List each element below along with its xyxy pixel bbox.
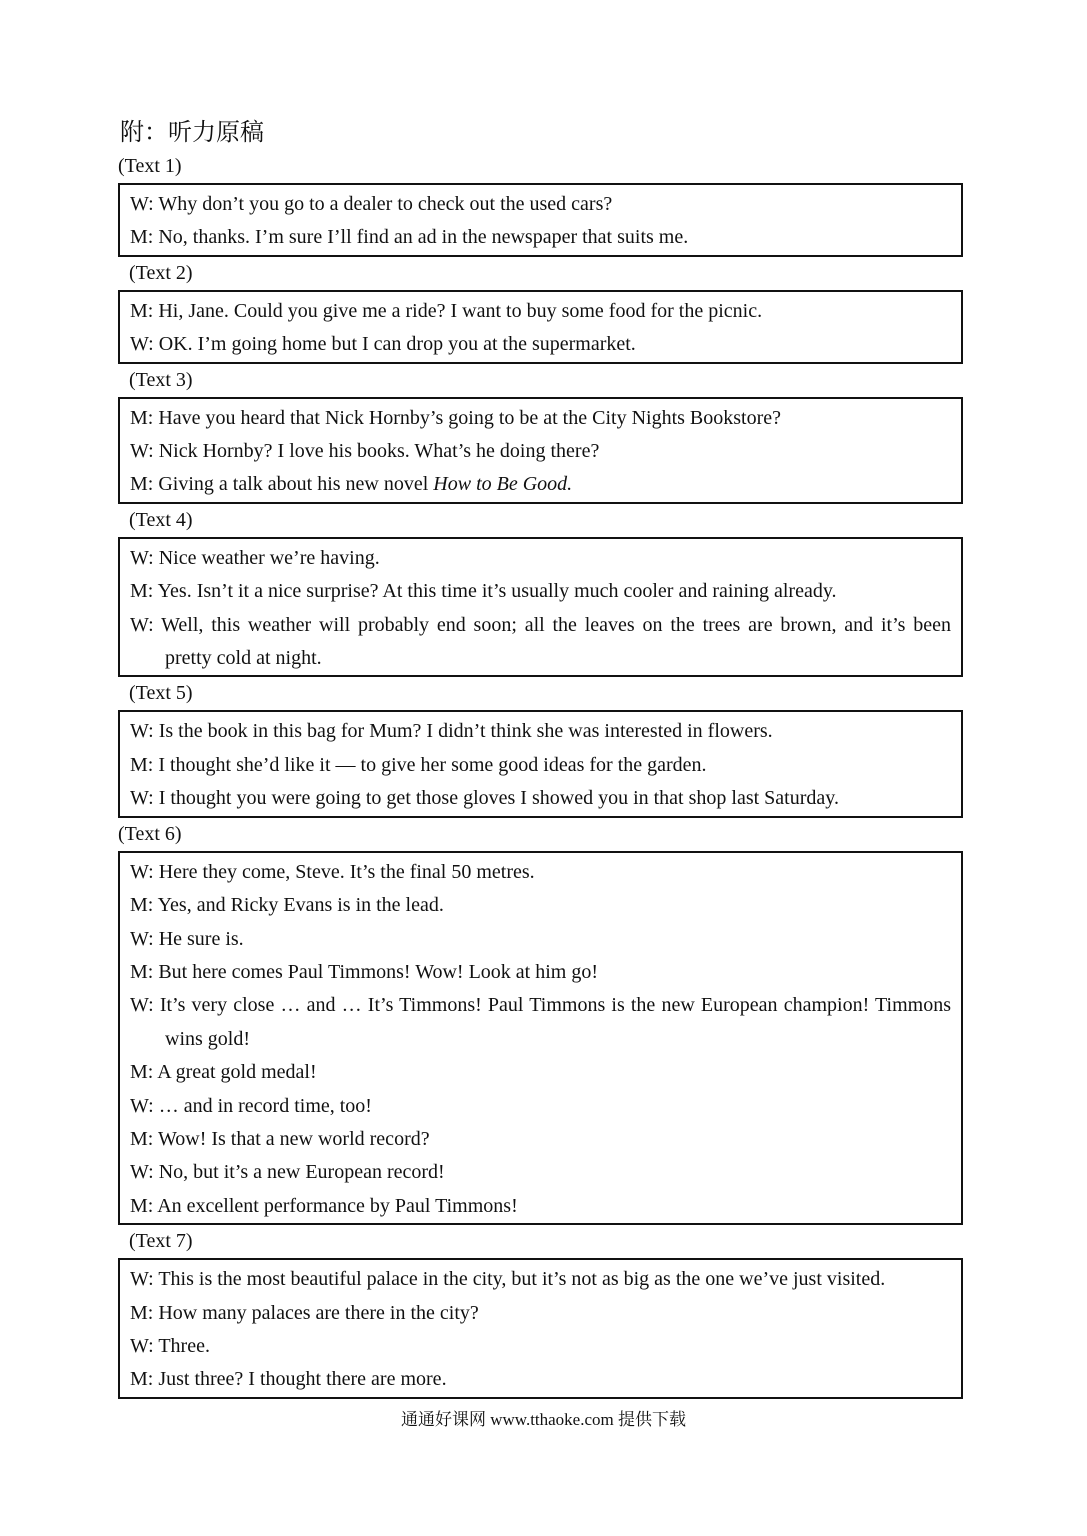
dialogue-line: M: Just three? I thought there are more. <box>130 1368 447 1391</box>
dialogue-line <box>130 468 951 501</box>
dialogue-line: W: I thought you were going to get those gloves I showed you in that shop last Saturday. <box>130 787 839 810</box>
dialogue-line: W: It’s very close … and … It’s Timmons! Paul Timmons is the new European champion! Timmons wins gold! <box>130 994 951 1050</box>
dialogue-line: W: Why don’t you go to a dealer to check out the used cars? <box>130 193 613 215</box>
text-label: (Text 4) <box>129 508 193 531</box>
dialogue-line: M: A great gold medal! <box>130 1061 317 1084</box>
dialogue-line: W: Well, this weather will probably end soon; all the leaves on the trees are brown, and it’s been pretty cold at night. <box>130 613 951 670</box>
dialogue-box-6 <box>118 851 963 1225</box>
dialogue-line: M: No, thanks. I’m sure I’ll find an ad in the newspaper that suits me. <box>130 226 689 249</box>
dialogue-box-4 <box>118 537 963 678</box>
dialogue-line: M: Yes, and Ricky Evans is in the lead. <box>130 894 444 917</box>
dialogue-line: W: He sure is. <box>130 927 244 950</box>
text-label: (Text 6) <box>118 822 182 845</box>
dialogue-line: M: Wow! Is that a new world record? <box>130 1127 430 1150</box>
dialogue-box-7 <box>118 1258 963 1399</box>
dialogue-line: M: An excellent performance by Paul Timmons! <box>130 1194 518 1217</box>
dialogue-box-1 <box>118 183 963 257</box>
dialogue-line: W: Is the book in this bag for Mum? I didn’t think she was interested in flowers. <box>130 720 773 743</box>
dialogue-box-2 <box>118 290 963 364</box>
dialogue-line-text: M: Giving a talk about his new novel <box>130 473 434 496</box>
dialogue-line: W: Nick Hornby? I love his books. What’s he doing there? <box>130 440 600 463</box>
text-label: (Text 7) <box>129 1230 193 1253</box>
dialogue-line: M: Yes. Isn’t it a nice surprise? At this time it’s usually much cooler and raining already. <box>130 580 837 603</box>
dialogue-line: W: Three. <box>130 1334 210 1357</box>
novel-title: How to Be Good. <box>433 473 573 496</box>
dialogue-line: M: Hi, Jane. Could you give me a ride? I want to buy some food for the picnic. <box>130 299 763 322</box>
dialogue-line: M: Have you heard that Nick Hornby’s going to be at the City Nights Bookstore? <box>130 406 782 429</box>
text-label: (Text 1) <box>118 155 182 177</box>
dialogue-line: M: I thought she’d like it — to give her some good ideas for the garden. <box>130 753 707 776</box>
dialogue-line: W: No, but it’s a new European record! <box>130 1161 445 1184</box>
text-label: (Text 3) <box>129 368 193 391</box>
dialogue-box-3 <box>118 397 963 504</box>
dialogue-box-5 <box>118 710 963 817</box>
dialogue-line: W: OK. I’m going home but I can drop you at the supermarket. <box>130 333 636 356</box>
page-footer: 通通好课网 www.tthaoke.com 提供下载 <box>400 1410 687 1429</box>
dialogue-line: W: … and in record time, too! <box>130 1094 372 1117</box>
dialogue-line: W: Here they come, Steve. It’s the final 50 metres. <box>130 860 535 883</box>
dialogue-line: M: How many palaces are there in the city? <box>130 1301 479 1324</box>
dialogue-line: W: This is the most beautiful palace in the city, but it’s not as big as the one we’ve just visited. <box>130 1268 886 1291</box>
dialogue-line: M: But here comes Paul Timmons! Wow! Look at him go! <box>130 960 599 983</box>
transcript-page <box>118 116 963 1399</box>
dialogue-line: W: Nice weather we’re having. <box>130 546 380 569</box>
text-label: (Text 5) <box>129 682 193 705</box>
text-label: (Text 2) <box>129 261 193 284</box>
page-title: 附：听力原稿 <box>120 120 264 146</box>
